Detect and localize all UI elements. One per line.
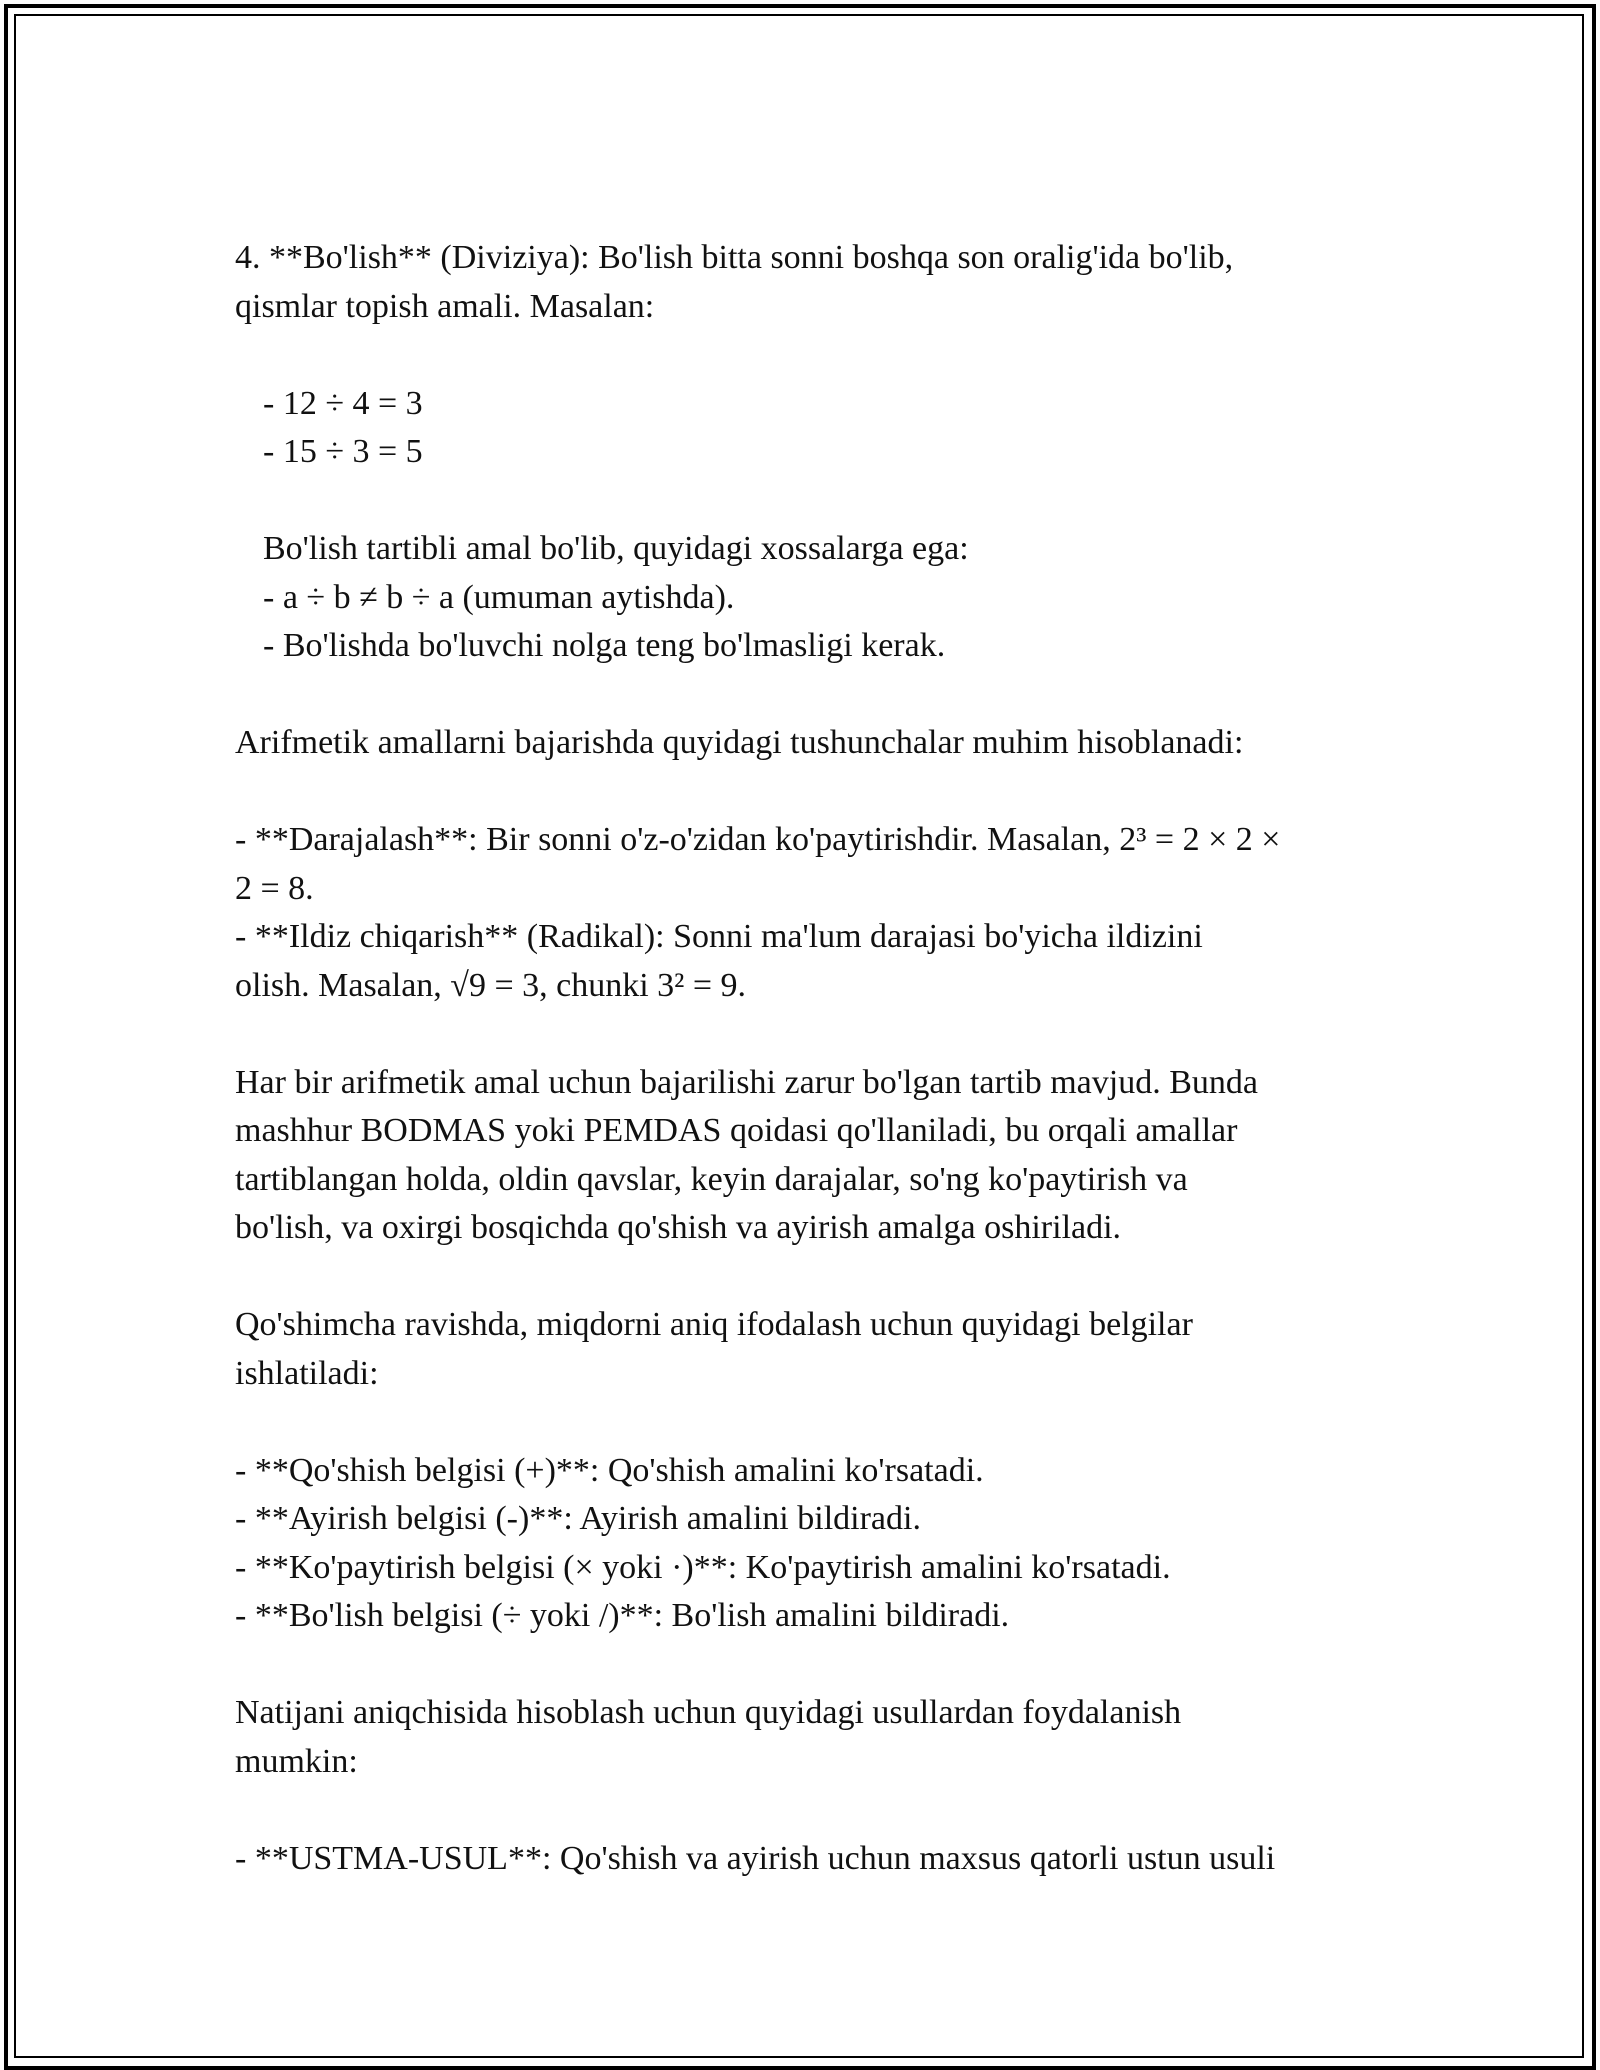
text-line: tartiblangan holda, oldin qavslar, keyin darajalar, so'ng ko'paytirish va bbox=[235, 1160, 1188, 1198]
text-line: Natijani aniqchisida hisoblash uchun quyidagi usullardan foydalanish bbox=[235, 1694, 1182, 1731]
text-line: ishlatiladi: bbox=[235, 1354, 379, 1392]
property-item: - a ÷ b ≠ b ÷ a (umuman aytishda). bbox=[263, 578, 735, 616]
text-line: Har bir arifmetik amal uchun bajarilishi zarur bo'lgan tartib mavjud. Bunda bbox=[235, 1063, 1258, 1101]
sign-item: - **Ayirish belgisi (-)**: Ayirish amalini bildiradi. bbox=[235, 1500, 921, 1537]
division-examples bbox=[235, 380, 1375, 477]
example-line: - 15 ÷ 3 = 5 bbox=[263, 433, 423, 470]
text-line: Arifmetik amallarni bajarishda quyidagi tushunchalar muhim hisoblanadi: bbox=[235, 724, 1244, 761]
text-line: Qo'shimcha ravishda, miqdorni aniq ifodalash uchun quyidagi belgilar bbox=[235, 1306, 1193, 1343]
sign-item: - **Ko'paytirish belgisi (× yoki ·)**: Ko'paytirish amalini ko'rsatadi. bbox=[235, 1548, 1171, 1586]
text-line: mumkin: bbox=[235, 1742, 358, 1780]
property-item: - Bo'lishda bo'luvchi nolga teng bo'lmasligi kerak. bbox=[263, 627, 946, 664]
order-paragraph bbox=[235, 1059, 1375, 1253]
text-line: qismlar topish amali. Masalan: bbox=[235, 287, 655, 325]
concept-item: 2 = 8. bbox=[235, 869, 314, 907]
signs-list bbox=[235, 1447, 1375, 1641]
example-line: - 12 ÷ 4 = 3 bbox=[263, 384, 423, 422]
methods-list bbox=[235, 1835, 1375, 1884]
concept-item: olish. Masalan, √9 = 3, chunki 3² = 9. bbox=[235, 966, 747, 1004]
text-line: bo'lish, va oxirgi bosqichda qo'shish va ayirish amalga oshiriladi. bbox=[235, 1209, 1122, 1246]
sign-item: - **Bo'lish belgisi (÷ yoki /)**: Bo'lish amalini bildiradi. bbox=[235, 1597, 1010, 1634]
document-body bbox=[235, 234, 1375, 1932]
division-paragraph bbox=[235, 234, 1375, 331]
text-line: 4. **Bo'lish** (Diviziya): Bo'lish bitta sonni boshqa son oralig'ida bo'lib, bbox=[235, 239, 1234, 276]
concepts-list bbox=[235, 816, 1375, 1010]
method-item: - **USTMA-USUL**: Qo'shish va ayirish uchun maxsus qatorli ustun usuli bbox=[235, 1839, 1276, 1877]
concept-item: - **Darajalash**: Bir sonni o'z-o'zidan ko'paytirishdir. Masalan, 2³ = 2 × 2 × bbox=[235, 821, 1281, 858]
sign-item: - **Qo'shish belgisi (+)**: Qo'shish amalini ko'rsatadi. bbox=[235, 1451, 984, 1489]
signs-intro bbox=[235, 1301, 1375, 1398]
properties-intro: Bo'lish tartibli amal bo'lib, quyidagi xossalarga ega: bbox=[263, 530, 969, 567]
concepts-intro bbox=[235, 719, 1375, 768]
concept-item: - **Ildiz chiqarish** (Radikal): Sonni ma'lum darajasi bo'yicha ildizini bbox=[235, 918, 1203, 955]
methods-intro bbox=[235, 1689, 1375, 1786]
division-properties bbox=[235, 525, 1375, 671]
text-line: mashhur BODMAS yoki PEMDAS qoidasi qo'llaniladi, bu orqali amallar bbox=[235, 1112, 1238, 1149]
